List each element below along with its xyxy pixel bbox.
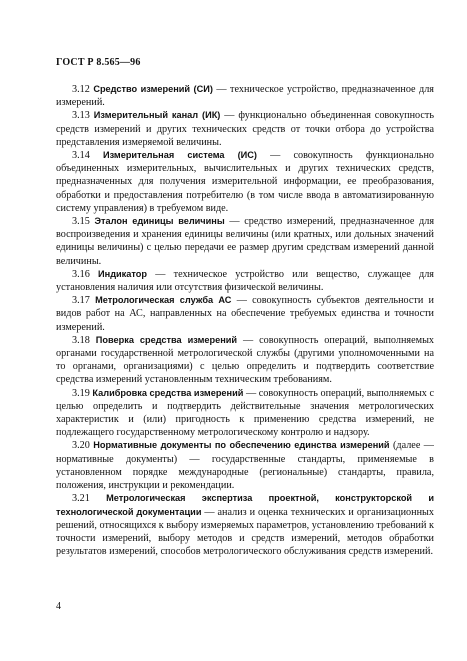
definition-text: — техническое устройство или вещество, служащее для установления наличия или отсутствия физической величины. — [56, 268, 434, 294]
definition-text: — совокупность субъектов деятельности и видов работ на АС, направленных на обеспечение требуемых единства и точности измерений. — [56, 295, 435, 333]
definition-term: Поверка средства измерений — [95, 334, 238, 345]
page-number: 4 — [56, 601, 61, 612]
definition-term: Метрологическая экспертиза проектной, конструкторской и технологической документации — [56, 493, 434, 517]
definition-text: — функционально объединенная совокупность средств измерений и других технических средств от точки отбора до устройства представления измеряемой величины. — [56, 110, 435, 148]
definition-number: 3.16 — [72, 268, 90, 280]
definition-text: — совокупность функционально объединенных измерительных, вычислительных и других технических средств, предназначенных для получения измерительной информации, ее преобразования, обработки и предоставления потребителю (в том числе ввода в автоматизированную систему управления) в требуемом виде. — [56, 150, 434, 214]
definition-number: 3.14 — [72, 150, 90, 162]
definition-3-20 — [56, 439, 434, 492]
definition-text: — средство измерений, предназначенное для воспроизведения и хранения единицы величины (или кратных, или дольных значений единицы величины) с целью передачи ее размер другим средствам измерений данной величины. — [56, 216, 435, 267]
definition-number: 3.15 — [72, 216, 90, 228]
document-body — [56, 83, 434, 558]
definition-term: Индикатор — [98, 268, 147, 279]
definition-term: Средство измерений (СИ) — [93, 84, 213, 94]
document-code: ГОСТ Р 8.565—96 — [56, 57, 141, 68]
definition-text: — совокупность операций, выполняемых органами государственной метрологической службы (другими уполномоченными на то органами, организациями) с целью определить и подтвердить соответствие средства измерений установленным техническим требованиям. — [56, 334, 435, 386]
definition-number: 3.18 — [72, 334, 90, 346]
definition-number: 3.13 — [72, 110, 90, 122]
definition-term: Измерительная система (ИС) — [102, 150, 257, 161]
definition-number: 3.20 — [72, 440, 90, 452]
definition-term: Измерительный канал (ИК) — [93, 110, 221, 121]
definition-3-13 — [56, 109, 434, 149]
definition-number: 3.12 — [72, 84, 90, 95]
definition-number: 3.19 — [72, 387, 90, 399]
definition-3-12 — [56, 83, 434, 109]
definition-text: — техническое устройство, предназначенное для измерений. — [56, 84, 434, 109]
definition-term: Метрологическая служба АС — [95, 295, 232, 306]
definition-3-19 — [56, 387, 434, 440]
definition-3-17 — [56, 294, 434, 334]
definition-3-14 — [56, 149, 434, 215]
definition-number: 3.17 — [72, 295, 90, 307]
definition-text: — анализ и оценка технических и организационных решений, относящихся к выбору измеряемых параметров, установлению требований к точности измерений, выбору методов и средств измерений, методов обработки результатов измерений, способов метрологического обслуживания средств измерений. — [56, 506, 434, 558]
definition-text: (далее — нормативные документы) — государственные стандарты, применяемые в установленном порядке международные (региональные) стандарты, правила, положения, инструкции и рекомендации. — [56, 440, 434, 492]
definition-number: 3.21 — [72, 493, 90, 505]
definition-3-18 — [56, 334, 434, 387]
definition-3-16 — [56, 268, 434, 294]
definition-3-21 — [56, 492, 434, 558]
definition-term: Эталон единицы величины — [94, 216, 225, 227]
definition-term: Калибровка средства измерений — [92, 387, 244, 398]
definition-term: Нормативные документы по обеспечению единства измерений — [93, 440, 390, 451]
definition-3-15 — [56, 215, 434, 268]
definition-text: — совокупность операций, выполняемых с целью определить и подтвердить действительные значения метрологических характеристик и (или) пригодность к применению средства измерений, не подлежащего государственному метрологическому контролю и надзору. — [56, 387, 434, 439]
